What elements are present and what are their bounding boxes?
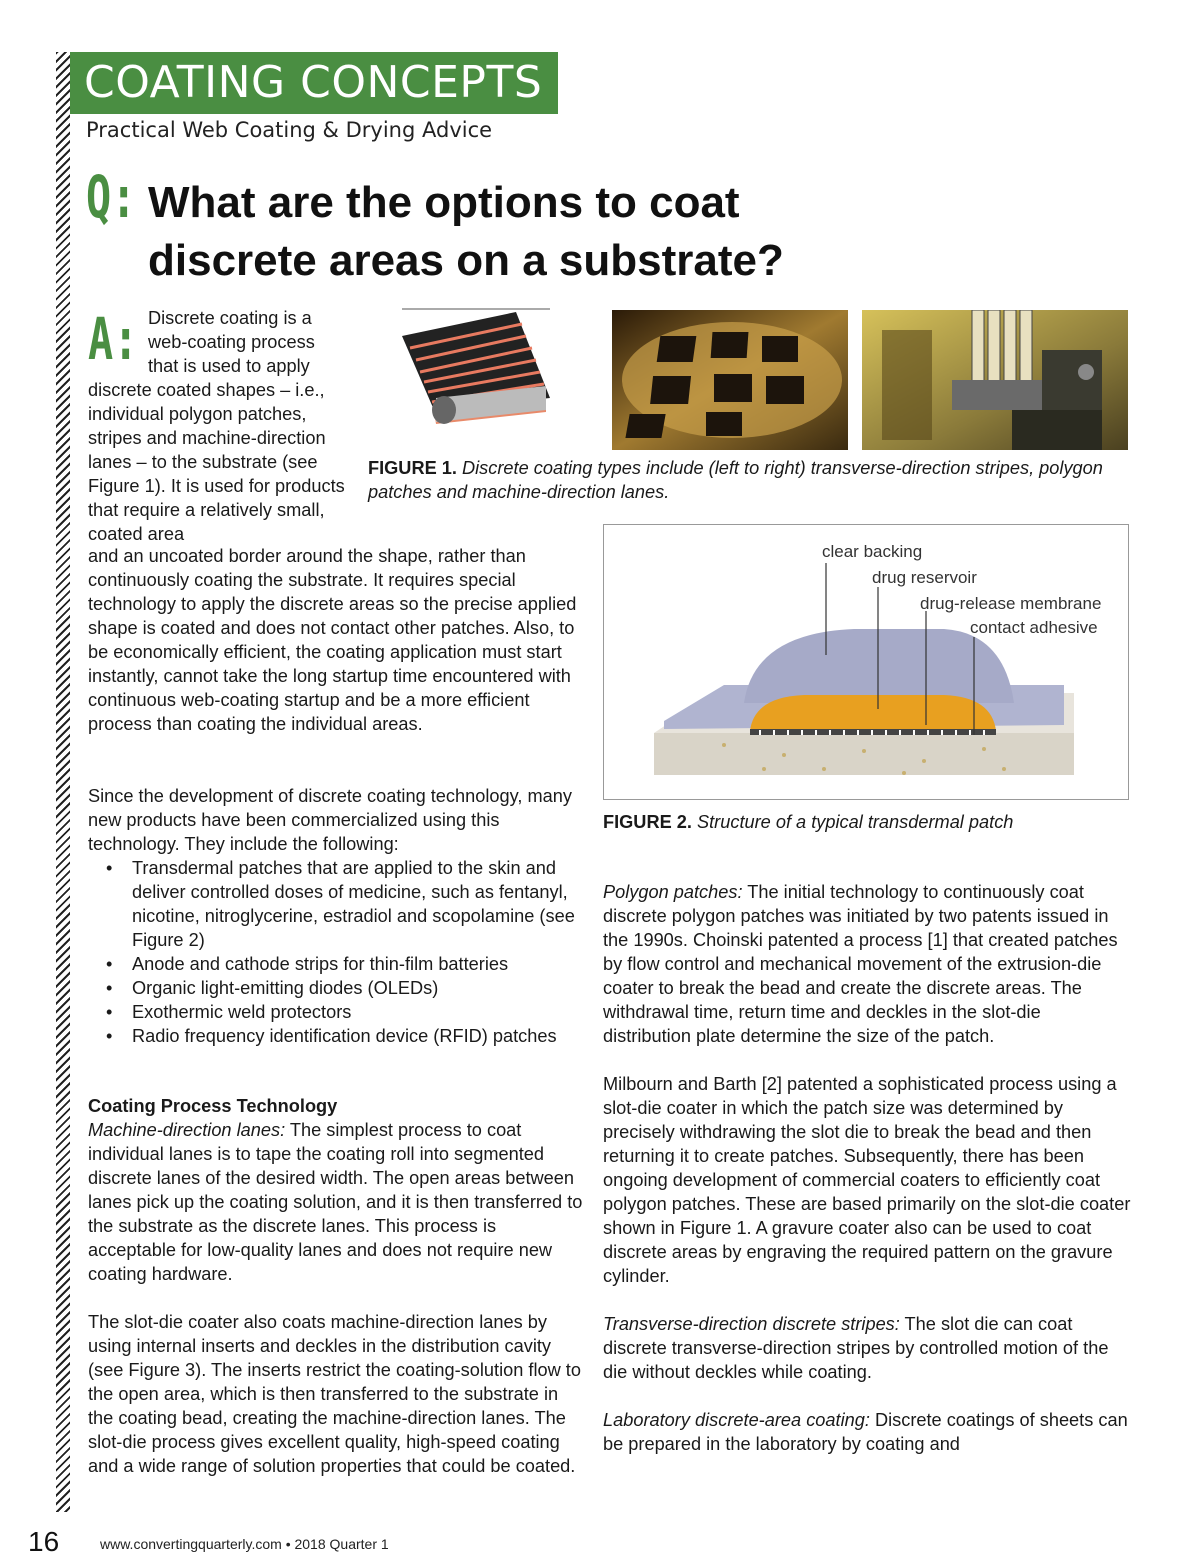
hatched-margin-stripe [56,52,70,1512]
label-contact-adhesive: contact adhesive [970,618,1098,637]
page-title: What are the options to coat discrete areas on a substrate? [148,178,784,285]
transverse-stripes-text: The slot die can coat discrete transverse-direction stripes by controlled motion of the die without deckles while coating. [603,1314,1109,1382]
section-banner: COATING CONCEPTS [70,52,558,114]
laboratory-coating-paragraph [603,1408,1133,1456]
slot-die-paragraph: The slot-die coater also coats machine-direction lanes by using internal inserts and deckles in the distribution cavity (see Figure 3). The inserts restrict the coating-solution flow to the open area, which is then transferred to the substrate in the coating bead, creating the machine-direction lanes. The slot-die process gives excellent quality, high-speed coating and a wide range of solution properties that could be coated. [88,1312,581,1476]
polygon-patches-paragraph [603,880,1133,1048]
question-mark-label: Q: [86,163,137,231]
transverse-stripes-label: Transverse-direction discrete stripes: [603,1314,900,1334]
intro-text-3: and an uncoated border around the shape, rather than continuously coating the substrate. It requires special technology to apply the discrete areas so the precise applied shape is coated and does not contact other patches. Also, to be economically efficient, the coating application must start instantly, cannot take the long startup time encountered with continuous web-coating startup and be a more efficient process than coating the individual areas. [88,546,577,734]
list-item: • Exothermic weld protectors [88,1000,588,1024]
laboratory-coating-label: Laboratory discrete-area coating: [603,1410,870,1430]
figure2-caption-text: Structure of a typical transdermal patch [691,812,1014,832]
intro-text-2: discrete coated shapes – i.e., individual polygon patches, stripes and machine-direction lanes – to the substrate (see Figure 1). It is used for products that require a relatively small, coated area [88,380,345,544]
list-item: • Organic light-emitting diodes (OLEDs) [88,976,588,1000]
figure1-lanes-photo [862,310,1128,450]
machine-direction-text: The simplest process to coat individual lanes is to tape the coating roll into segmented discrete lanes of the desired width. The open areas between lanes pick up the coating solution, and it is then transferred to the substrate as the discrete lanes. This process is acceptable for low-quality lanes and does not require new coating hardware. [88,1120,583,1284]
laboratory-coating-text: Discrete coatings of sheets can be prepared in the laboratory by coating and [603,1410,1128,1454]
figure2-caption [603,810,1143,834]
label-drug-reservoir: drug reservoir [872,568,977,587]
coating-process-section [88,1094,588,1478]
figure2-label: FIGURE 2. [603,812,692,832]
list-item: • Radio frequency identification device (RFID) patches [88,1024,588,1048]
machine-direction-label: Machine-direction lanes: [88,1120,286,1140]
machine-direction-paragraph [88,1118,588,1286]
transdermal-patch-illustration [604,525,1128,799]
figure1-caption-text: Discrete coating types include (left to right) transverse-direction stripes, polygon patches and machine-direction lanes. [368,458,1103,502]
product-list [88,856,588,1048]
milbourn-barth-paragraph: Milbourn and Barth [2] patented a sophisticated process using a slot-die coater in which the patch size was determined by precisely withdrawing the slot die to break the bead and then returning it to create patches. Subsequently, there has been ongoing development of commercial coaters to efficiently coat polygon patches. These are based primarily on the slot-die coater shown in Figure 1. A gravure coater also can be used to coat discrete areas by engraving the required pattern on the gravure cylinder. [603,1074,1131,1286]
list-item: • Transdermal patches that are applied to the skin and deliver controlled doses of medicine, such as fentanyl, nicotine, nitroglycerine, estradiol and scopolamine (see Figure 2) [88,856,588,952]
products-intro-paragraph: Since the development of discrete coating technology, many new products have been commercialized using this technology. They include the following: [88,786,572,854]
transverse-stripes-paragraph [603,1312,1133,1384]
label-clear-backing: clear backing [822,542,923,561]
polygon-patches-label: Polygon patches: [603,882,743,902]
polygon-patches-text: The initial technology to continuously coat discrete polygon patches was initiated by two patents issued in the 1990s. Choinski patented a process [1] that created patches by flow control and mechanical movement of the extrusion-die coater to break the bead and create the discrete areas. The withdrawal time, return time and deckles in the slot-die distribution plate determine the size of the patch. [603,882,1118,1046]
answer-mark-label: A: [88,305,139,373]
intro-text-1: Discrete coating is a web-coating process that is used to apply [148,308,315,376]
figure1-patches-photo [612,310,848,450]
figure1-stripes-image [396,306,556,426]
page-number: 16 [28,1526,60,1557]
figure1-caption [368,456,1128,504]
figure1-label: FIGURE 1. [368,458,457,478]
figure2-diagram [603,524,1129,800]
footer-publication-info: www.convertingquarterly.com • 2018 Quarter 1 [100,1536,389,1552]
right-column-text [603,880,1133,1456]
list-item: • Anode and cathode strips for thin-film batteries [88,952,588,976]
banner-subtitle: Practical Web Coating & Drying Advice [86,118,493,142]
section-heading: Coating Process Technology [88,1096,338,1116]
label-drug-release-membrane: drug-release membrane [920,594,1102,613]
